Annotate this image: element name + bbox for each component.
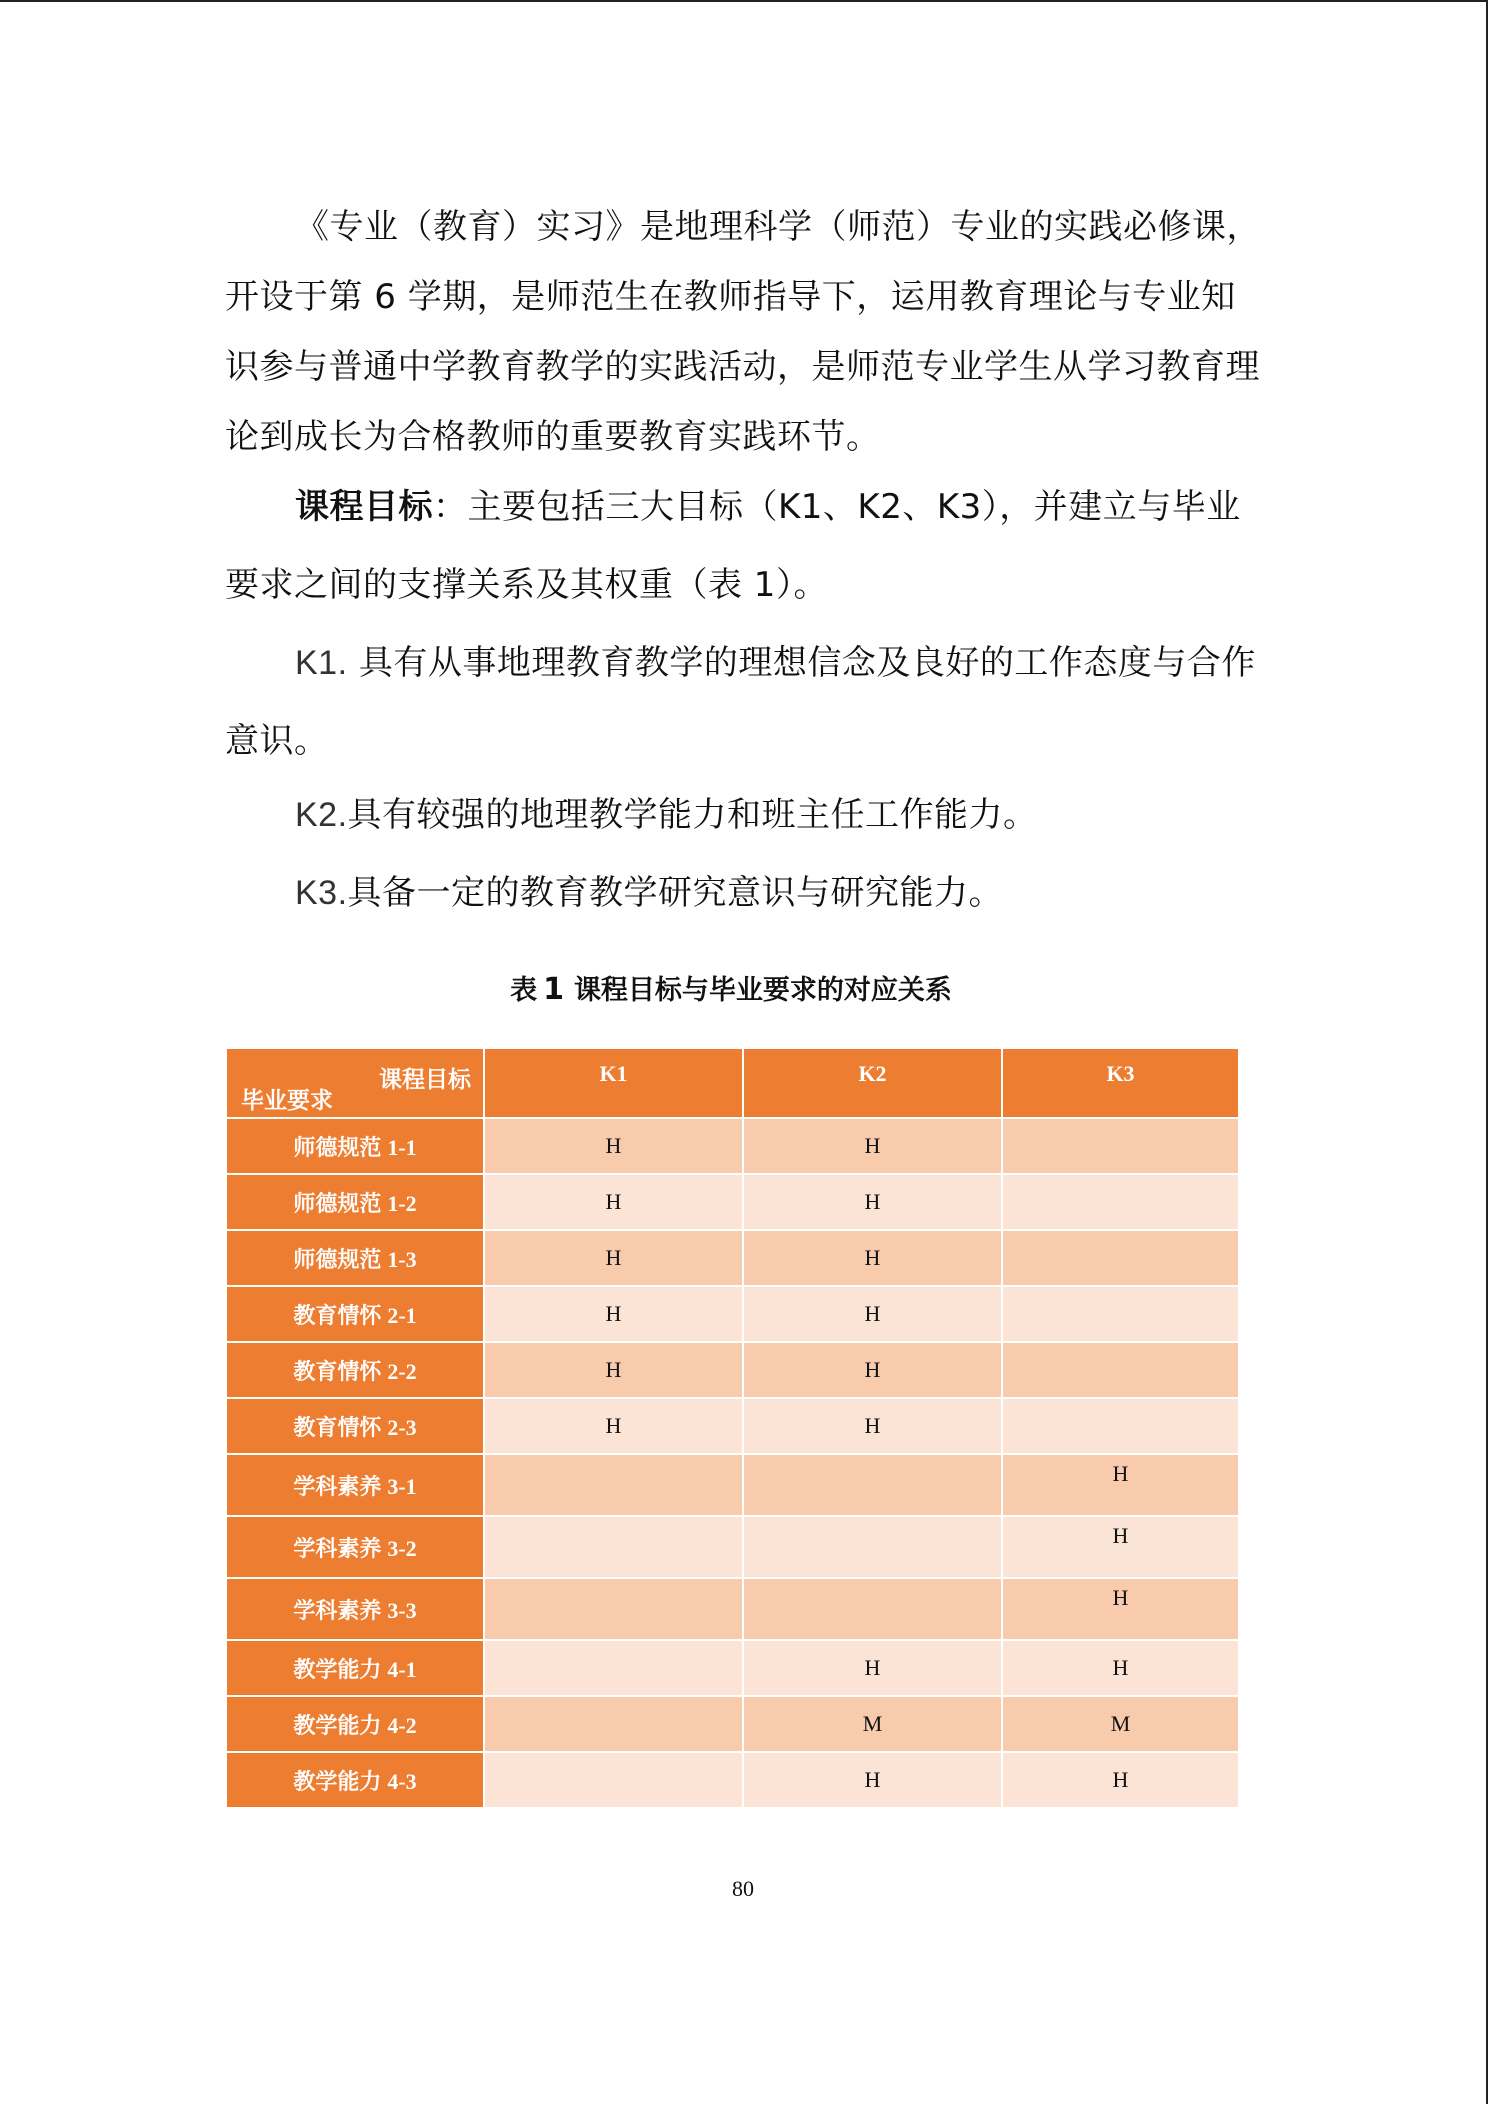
cell-k3: H (1002, 1516, 1239, 1578)
goals-requirements-table (225, 1047, 1240, 1809)
document-page (0, 2, 1486, 2104)
cell-k3 (1002, 1398, 1239, 1454)
caption-prefix: 表 (510, 975, 538, 1006)
goal-k2-paragraph (225, 780, 1265, 850)
cell-k2: H (743, 1174, 1002, 1230)
requirement-code: 2-2 (387, 1358, 417, 1384)
intro-paragraph: 《专业（教育）实习》是地理科学（师范）专业的实践必修课，开设于第 6 学期，是师范生在教师指导下，运用教育理论与专业知识参与普通中学教育教学的实践活动，是师范专业学生从学习教育理论到成长为合格教师的重要教育实践环节。 (225, 207, 1261, 457)
cell-k1 (484, 1640, 743, 1696)
goal-k1-label: K1. (295, 644, 348, 682)
cell-k1 (484, 1578, 743, 1640)
table-header-row (226, 1048, 1239, 1118)
cell-k1 (484, 1696, 743, 1752)
cell-k2: M (743, 1696, 1002, 1752)
requirement-name: 教育情怀 (293, 1415, 382, 1441)
requirement-code: 2-3 (387, 1414, 417, 1440)
cell-k1: H (484, 1118, 743, 1174)
row-header-requirement (226, 1578, 484, 1640)
requirement-name: 教育情怀 (293, 1303, 382, 1329)
cell-k2: H (743, 1398, 1002, 1454)
goal-k3-paragraph (225, 858, 1265, 928)
cell-k1: H (484, 1174, 743, 1230)
cell-k3: H (1002, 1578, 1239, 1640)
row-header-requirement (226, 1398, 484, 1454)
cell-k3: H (1002, 1752, 1239, 1808)
page-number: 80 (732, 1876, 754, 1901)
table-corner-header (226, 1048, 484, 1118)
corner-label-goals: 课程目标 (379, 1067, 471, 1093)
requirement-code: 3-3 (387, 1597, 417, 1623)
table-caption (225, 968, 1237, 1013)
table-body (226, 1118, 1239, 1808)
requirement-code: 1-2 (387, 1190, 417, 1216)
table-row (226, 1118, 1239, 1174)
requirement-name: 师德规范 (293, 1191, 382, 1217)
table-row (226, 1286, 1239, 1342)
requirement-code: 3-2 (387, 1535, 417, 1561)
column-header-k1: K1 (484, 1048, 743, 1118)
table-row (226, 1696, 1239, 1752)
row-header-requirement (226, 1752, 484, 1808)
requirement-name: 师德规范 (293, 1247, 382, 1273)
row-header-requirement (226, 1342, 484, 1398)
requirement-name: 教学能力 (293, 1657, 382, 1683)
requirement-name: 教学能力 (293, 1713, 382, 1739)
table-row (226, 1752, 1239, 1808)
row-header-requirement (226, 1174, 484, 1230)
cell-k2 (743, 1578, 1002, 1640)
caption-title: 课程目标与毕业要求的对应关系 (573, 975, 952, 1006)
row-header-requirement (226, 1230, 484, 1286)
cell-k1 (484, 1516, 743, 1578)
row-header-requirement (226, 1454, 484, 1516)
requirement-code: 1-1 (387, 1134, 417, 1160)
row-header-requirement (226, 1516, 484, 1578)
cell-k3: M (1002, 1696, 1239, 1752)
cell-k3 (1002, 1230, 1239, 1286)
cell-k2 (743, 1454, 1002, 1516)
caption-number: 1 (543, 972, 564, 1007)
cell-k1 (484, 1454, 743, 1516)
goal-k2-label: K2. (295, 796, 348, 834)
requirement-code: 4-3 (387, 1768, 417, 1794)
cell-k2: H (743, 1118, 1002, 1174)
table-row (226, 1640, 1239, 1696)
cell-k1 (484, 1752, 743, 1808)
table-row (226, 1454, 1239, 1516)
goal-k2-text: 具有较强的地理教学能力和班主任工作能力。 (347, 795, 1038, 835)
course-goals-text: ：主要包括三大目标（K1、K2、K3），并建立与毕业要求之间的支撑关系及其权重（表 1）。 (225, 487, 1241, 605)
requirement-code: 4-1 (387, 1656, 417, 1682)
cell-k1: H (484, 1230, 743, 1286)
requirement-name: 学科素养 (293, 1536, 382, 1562)
cell-k1: H (484, 1286, 743, 1342)
goal-k3-label: K3. (295, 874, 348, 912)
table-row (226, 1342, 1239, 1398)
column-header-k3: K3 (1002, 1048, 1239, 1118)
table-row (226, 1174, 1239, 1230)
corner-label-requirements: 毕业要求 (241, 1088, 333, 1114)
requirement-code: 1-3 (387, 1246, 417, 1272)
cell-k2: H (743, 1230, 1002, 1286)
cell-k2: H (743, 1342, 1002, 1398)
cell-k3 (1002, 1174, 1239, 1230)
goal-k1-paragraph (225, 624, 1265, 780)
table-row (226, 1516, 1239, 1578)
requirement-name: 学科素养 (293, 1598, 382, 1624)
table-row (226, 1578, 1239, 1640)
goal-k3-text: 具备一定的教育教学研究意识与研究能力。 (347, 873, 1004, 913)
cell-k3 (1002, 1342, 1239, 1398)
requirement-code: 2-1 (387, 1302, 417, 1328)
table-row (226, 1230, 1239, 1286)
cell-k3 (1002, 1286, 1239, 1342)
course-goals-paragraph (225, 468, 1265, 624)
cell-k2: H (743, 1286, 1002, 1342)
cell-k2 (743, 1516, 1002, 1578)
requirement-name: 师德规范 (293, 1135, 382, 1161)
cell-k1: H (484, 1398, 743, 1454)
cell-k3: H (1002, 1640, 1239, 1696)
requirement-code: 4-2 (387, 1712, 417, 1738)
row-header-requirement (226, 1118, 484, 1174)
table-row (226, 1398, 1239, 1454)
requirement-name: 学科素养 (293, 1474, 382, 1500)
cell-k2: H (743, 1752, 1002, 1808)
requirement-name: 教育情怀 (293, 1359, 382, 1385)
requirement-code: 3-1 (387, 1473, 417, 1499)
cell-k3 (1002, 1118, 1239, 1174)
row-header-requirement (226, 1696, 484, 1752)
column-header-k2: K2 (743, 1048, 1002, 1118)
row-header-requirement (226, 1286, 484, 1342)
cell-k1: H (484, 1342, 743, 1398)
cell-k2: H (743, 1640, 1002, 1696)
goal-k1-text: 具有从事地理教育教学的理想信念及良好的工作态度与合作意识。 (225, 643, 1256, 761)
cell-k3: H (1002, 1454, 1239, 1516)
row-header-requirement (226, 1640, 484, 1696)
requirement-name: 教学能力 (293, 1769, 382, 1795)
course-goals-label: 课程目标 (295, 487, 433, 527)
